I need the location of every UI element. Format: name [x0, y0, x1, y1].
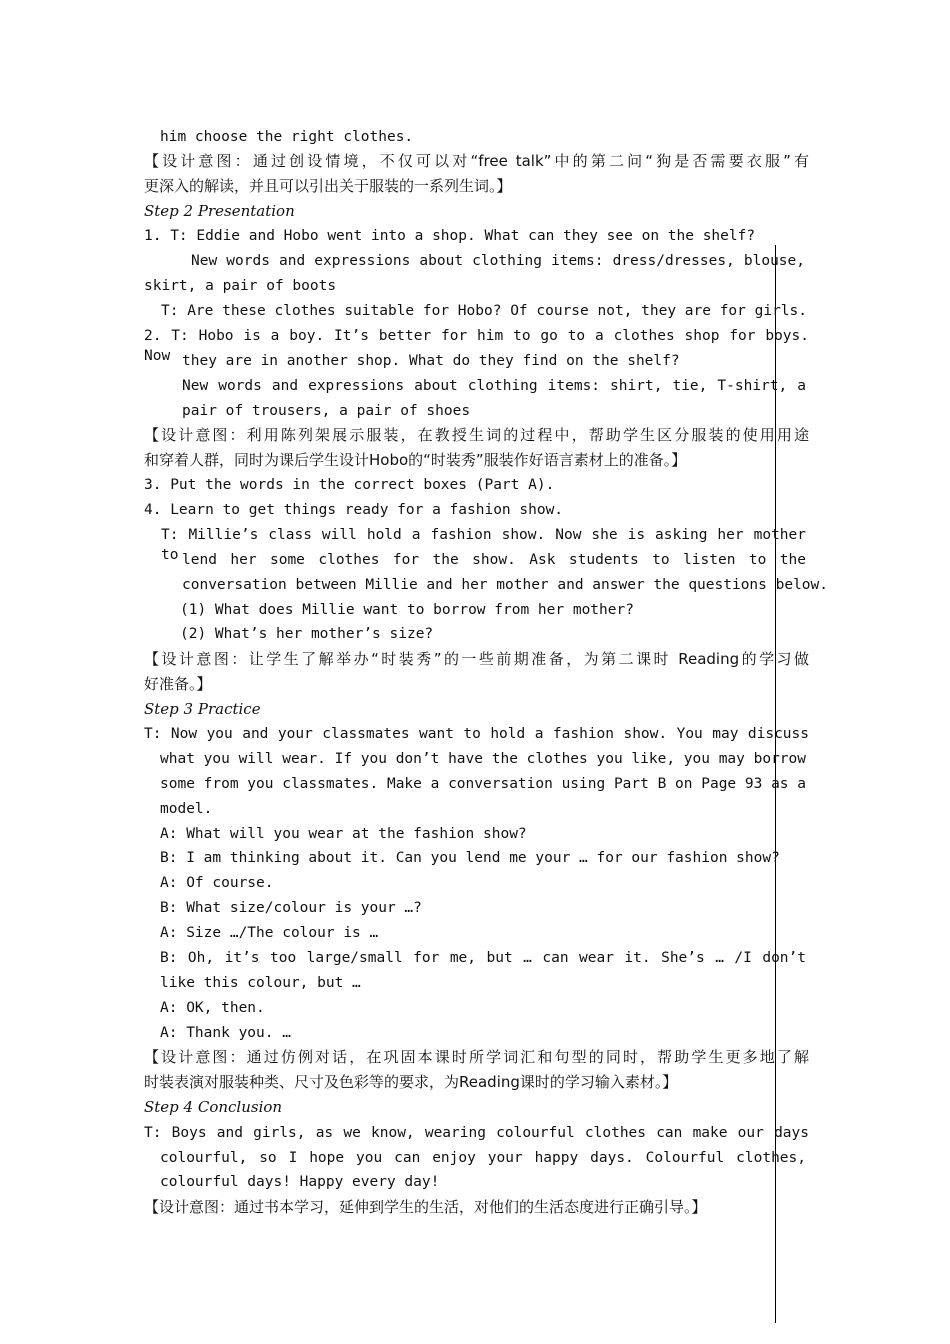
text-line: him choose the right clothes.: [160, 129, 414, 145]
text-line: T: Now you and your classmates want to hold a fashion show. You may discuss: [144, 726, 809, 742]
text-line: model.: [160, 801, 213, 817]
text-line: A: OK, then.: [160, 1000, 265, 1016]
text-line: T: Millie’s class will hold a fashion show. Now she is asking her mother to: [161, 527, 806, 563]
step-heading: Step 2 Presentation: [144, 202, 295, 220]
design-intent-note: 好准备。】: [144, 675, 212, 693]
design-intent-note: 【设计意图：通过仿例对话，在巩固本课时所学词汇和句型的同时，帮助学生更多地了解: [144, 1048, 809, 1066]
design-intent-note: 【设计意图：让学生了解举办“时装秀”的一些前期准备，为第二课时 Reading的学习做: [144, 650, 809, 668]
text-line: pair of trousers, a pair of shoes: [182, 403, 471, 419]
text-line: some from you classmates. Make a conversation using Part B on Page 93 as a: [160, 776, 806, 792]
text-line: 3. Put the words in the correct boxes (Part A).: [144, 477, 555, 493]
text-line: T: Boys and girls, as we know, wearing colourful clothes can make our days: [144, 1125, 809, 1141]
text-line: New words and expressions about clothing items: shirt, tie, T-shirt, a: [182, 378, 806, 394]
design-intent-note: 【设计意图：通过书本学习，延伸到学生的生活，对他们的生活态度进行正确引导。】: [144, 1198, 707, 1216]
text-line: B: Oh, it’s too large/small for me, but … can wear it. She’s … /I don’t: [160, 950, 806, 966]
text-line: New words and expressions about clothing items: dress/dresses, blouse,: [191, 253, 805, 269]
step-heading: Step 4 Conclusion: [144, 1098, 283, 1116]
text-line: like this colour, but …: [160, 975, 361, 991]
text-line: T: Are these clothes suitable for Hobo? Of course not, they are for girls.: [161, 303, 808, 319]
text-line: 2. T: Hobo is a boy. It’s better for him to go to a clothes shop for boys. Now: [144, 328, 809, 364]
step-heading: Step 3 Practice: [144, 700, 261, 718]
design-intent-note: 时装表演对服装种类、尺寸及色彩等的要求，为Reading课时的学习输入素材。】: [144, 1073, 678, 1091]
text-line: 4. Learn to get things ready for a fashion show.: [144, 502, 564, 518]
text-line: colourful, so I hope you can enjoy your happy days. Colourful clothes,: [160, 1150, 806, 1166]
design-intent-note: 更深入的解读，并且可以引出关于服装的一系列生词。】: [144, 177, 512, 195]
text-line: B: I am thinking about it. Can you lend me your … for our fashion show?: [160, 850, 780, 866]
text-line: A: Thank you. …: [160, 1025, 291, 1041]
text-line: B: What size/colour is your …?: [160, 900, 422, 916]
text-line: A: What will you wear at the fashion show?: [160, 826, 527, 842]
text-line: lend her some clothes for the show. Ask students to listen to the: [182, 552, 806, 568]
design-intent-note: 【设计意图：通过创设情境，不仅可以对“free talk”中的第二问“狗是否需要衣服”有: [144, 152, 809, 170]
text-line: A: Size …/The colour is …: [160, 925, 379, 941]
text-line: (2) What’s her mother’s size?: [180, 626, 434, 642]
text-line: what you will wear. If you don’t have the clothes you like, you may borrow: [160, 751, 806, 767]
text-line: conversation between Millie and her mother and answer the questions below.: [182, 577, 829, 593]
text-line: skirt, a pair of boots: [144, 278, 337, 294]
text-line: they are in another shop. What do they find on the shelf?: [182, 353, 680, 369]
text-line: A: Of course.: [160, 875, 274, 891]
design-intent-note: 和穿着人群，同时为课后学生设计Hobo的“时装秀”服装作好语言素材上的准备。】: [144, 451, 687, 469]
text-line: 1. T: Eddie and Hobo went into a shop. What can they see on the shelf?: [144, 228, 756, 244]
design-intent-note: 【设计意图：利用陈列架展示服装，在教授生词的过程中，帮助学生区分服装的使用用途: [144, 426, 809, 444]
text-line: (1) What does Millie want to borrow from her mother?: [180, 602, 634, 618]
text-line: colourful days! Happy every day!: [160, 1174, 440, 1190]
